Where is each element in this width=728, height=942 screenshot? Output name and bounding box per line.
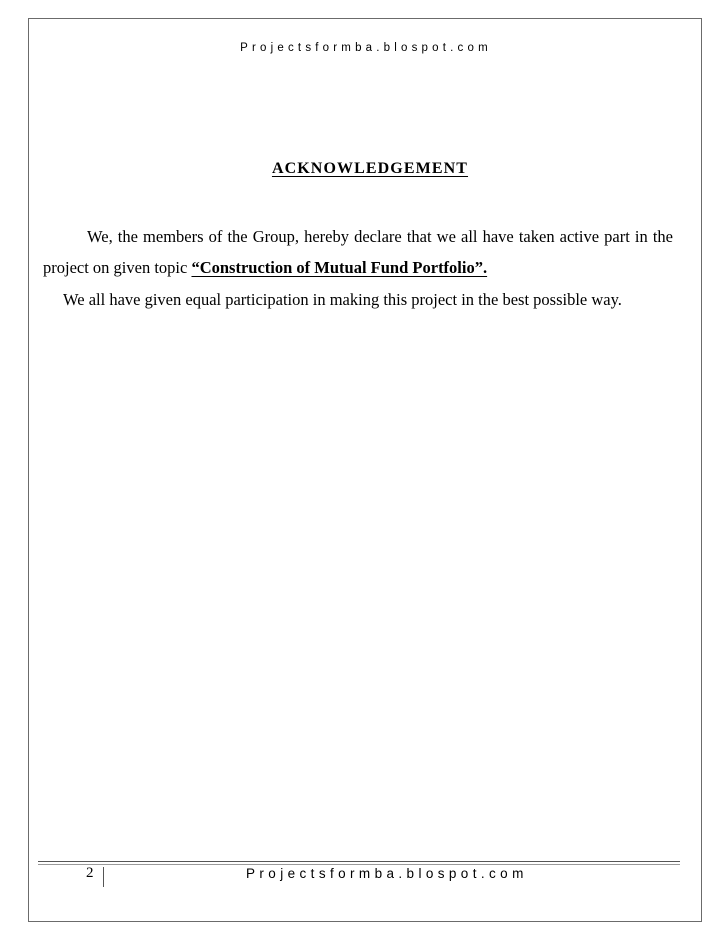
page-border xyxy=(28,18,702,922)
paragraph-participation-text: We all have given equal participation in making this project in the best possible way. xyxy=(63,290,622,309)
paragraph-participation xyxy=(43,284,673,315)
page-number-divider xyxy=(103,867,104,887)
project-topic: “Construction of Mutual Fund Portfolio”. xyxy=(191,258,488,277)
page-title xyxy=(0,160,728,178)
footer-rule-secondary xyxy=(38,864,680,865)
paragraph-declaration xyxy=(43,221,673,283)
paragraph-declaration-text: We, the members of the Group, hereby declare that we all have taken active part in the project on given topic xyxy=(43,227,673,277)
footer-rule xyxy=(38,861,680,862)
page-title-text: ACKNOWLEDGEMENT xyxy=(271,160,469,177)
footer-site-text: Projectsformba.blospot.com xyxy=(246,866,528,881)
page-number: 2 xyxy=(86,865,94,881)
header-site-text: Projectsformba.blospot.com xyxy=(240,42,492,54)
